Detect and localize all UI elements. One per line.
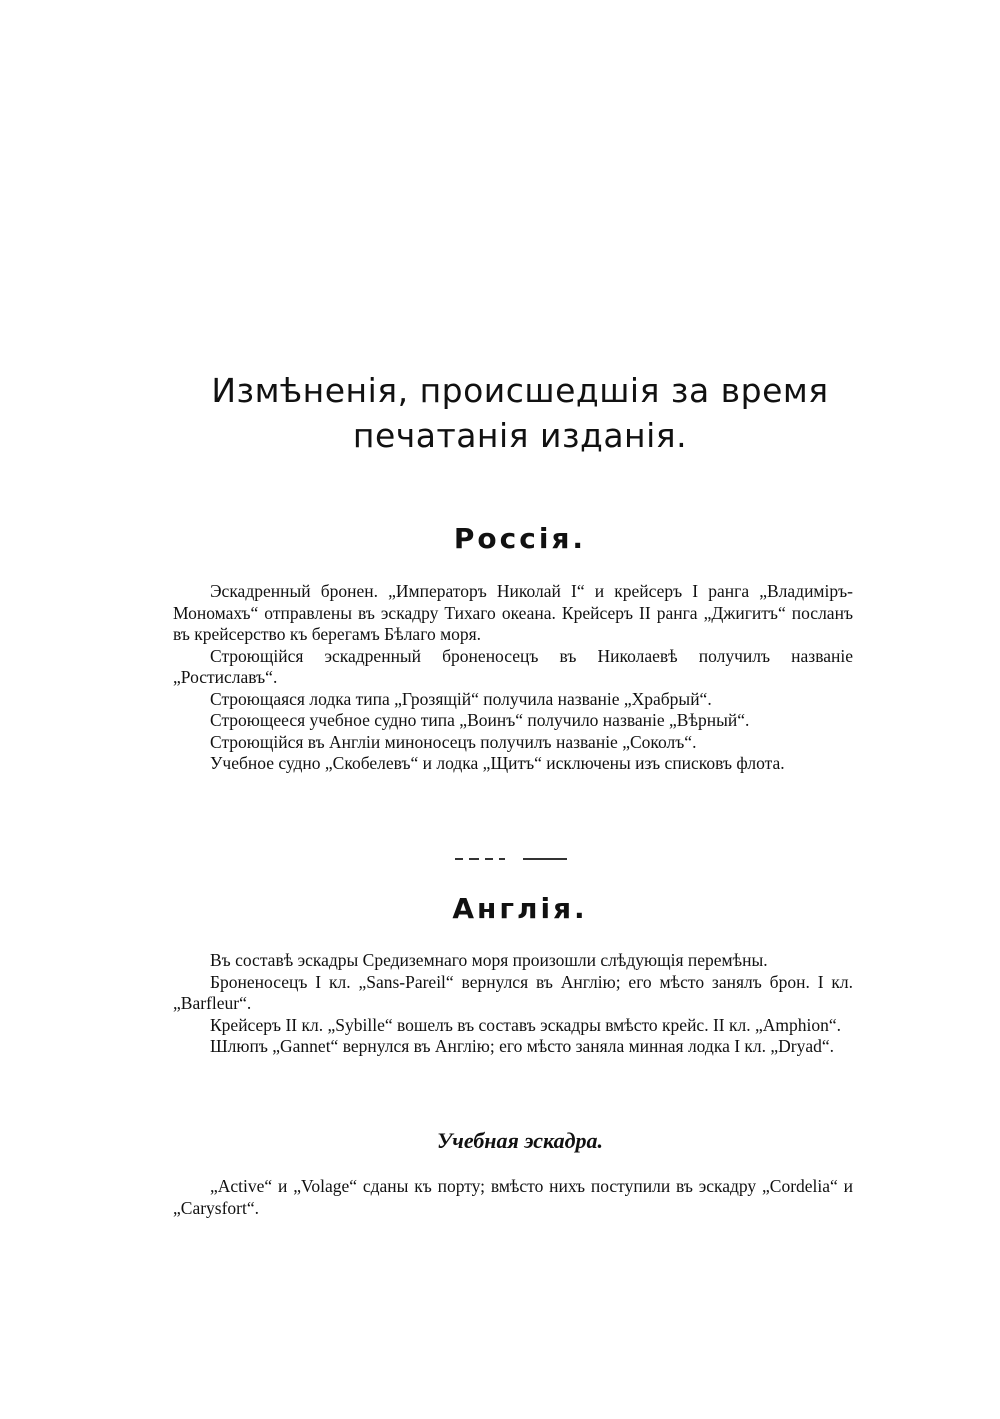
paragraph: Строющееся учебное судно типа „Воинъ“ получило названіе „Вѣрный“. bbox=[210, 710, 750, 730]
paragraph: Въ составѣ эскадры Средиземнаго моря произошли слѣдующія перемѣны. bbox=[210, 950, 768, 970]
paragraph: „Active“ и „Volage“ сданы къ порту; вмѣсто нихъ поступили въ эскадру „Cordelia“ и „Carysfort“. bbox=[173, 1176, 853, 1218]
russia-section-text bbox=[173, 581, 853, 775]
section-heading-russia: Россія. bbox=[453, 522, 587, 555]
paragraph: Броненосецъ I кл. „Sans-Pareil“ вернулся въ Англію; его мѣсто занялъ брон. I кл. „Barfleur“. bbox=[173, 971, 853, 1013]
training-squadron-text bbox=[173, 1176, 853, 1219]
paragraph: Крейсеръ II кл. „Sybille“ вошелъ въ составъ эскадры вмѣсто крейс. II кл. „Amphion“. bbox=[210, 1014, 841, 1035]
page-title-line-1: Измѣненія, происшедшія за время bbox=[211, 371, 829, 410]
page-title bbox=[150, 368, 890, 458]
paragraph: Эскадренный бронен. „Императоръ Николай I“ и крейсеръ I ранга „Владиміръ-Мономахъ“ отправлены въ эскадру Тихаго океана. Крейсеръ II ранга „Джигитъ“ посланъ въ крейсерство къ берегамъ Бѣлаго моря. bbox=[173, 581, 853, 644]
paragraph: Строющаяся лодка типа „Грозящій“ получила названіе „Храбрый“. bbox=[210, 688, 712, 709]
england-section-text bbox=[173, 950, 853, 1058]
paragraph: Учебное судно „Скобелевъ“ и лодка „Щитъ“ исключены изъ списковъ флота. bbox=[210, 753, 785, 773]
section-heading-england: Англія. bbox=[452, 892, 588, 925]
page-title-line-2: печатанія изданія. bbox=[352, 416, 688, 455]
paragraph: Строющійся эскадренный броненосецъ въ Николаевѣ получилъ названіе „Ростиславъ“. bbox=[173, 645, 853, 687]
subheading-training-squadron: Учебная эскадра. bbox=[437, 1128, 603, 1153]
paragraph: Шлюпъ „Gannet“ вернулся въ Англію; его мѣсто заняла минная лодка I кл. „Dryad“. bbox=[210, 1036, 835, 1056]
section-divider bbox=[455, 856, 567, 862]
paragraph: Строющійся въ Англіи миноносецъ получилъ названіе „Соколъ“. bbox=[210, 731, 697, 752]
